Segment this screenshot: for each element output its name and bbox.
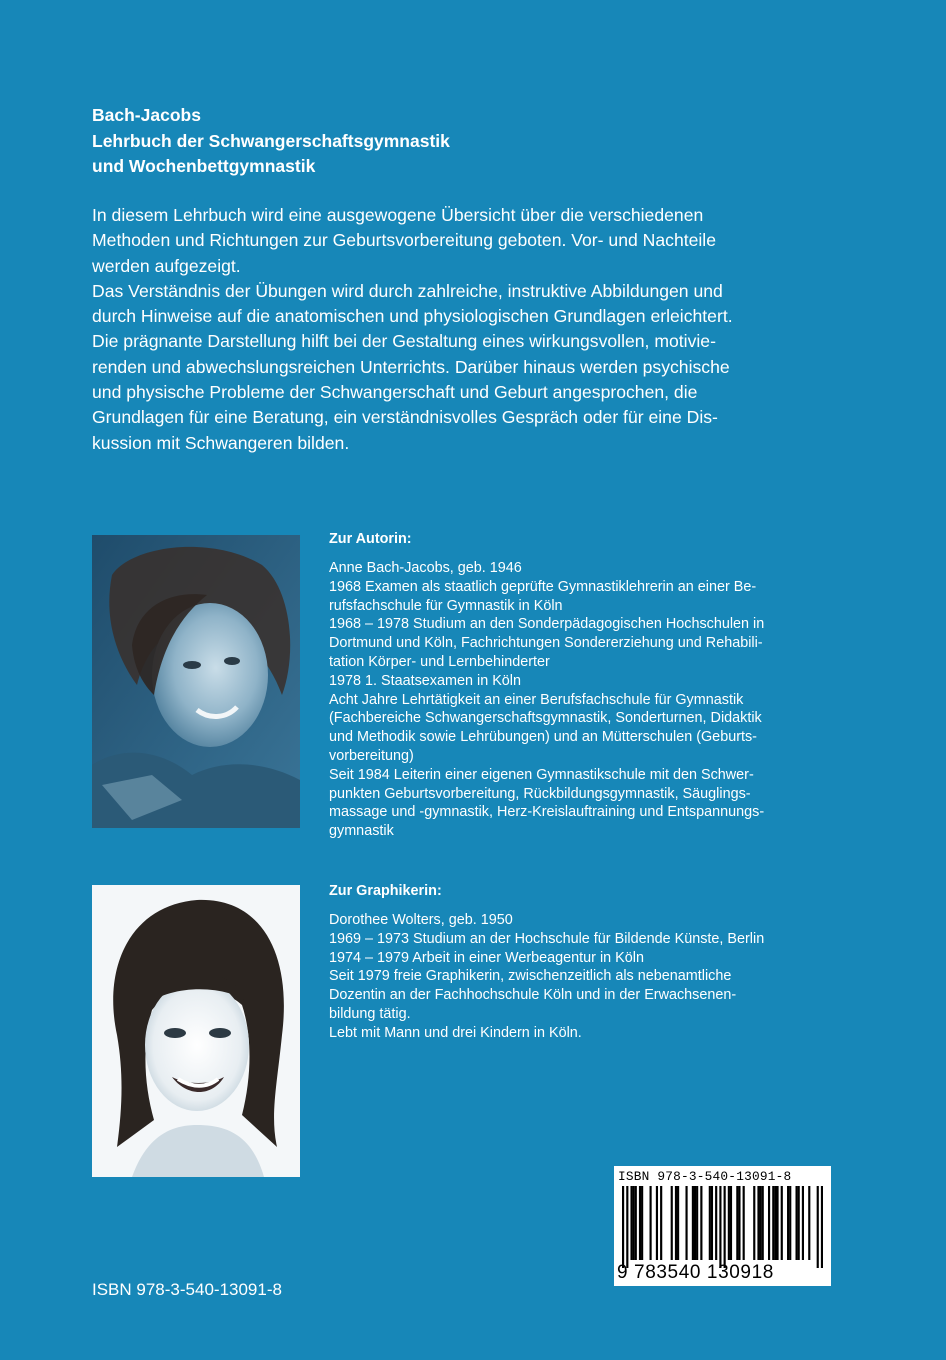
graphic-artist-bio-heading: Zur Graphikerin: [329,883,442,899]
barcode-bar [738,1186,740,1260]
barcode-bar [630,1186,632,1260]
barcode-bar [650,1186,652,1260]
author-photo [92,535,300,828]
description-line: renden und abwechslungsreichen Unterrichts. Darüber hinaus werden psychische [92,356,730,377]
author-bio-line: tation Körper- und Lernbehinderter [329,653,550,670]
author-bio-line: massage und -gymnastik, Herz-Kreislauftraining und Entspannungs- [329,804,765,821]
barcode-isbn-label: ISBN 978-3-540-13091-8 [618,1169,792,1184]
graphic-artist-portrait-graphic [92,885,300,1177]
barcode-bar [622,1186,624,1268]
barcode-bar [753,1186,755,1260]
author-bio-line: Anne Bach-Jacobs, geb. 1946 [329,560,522,576]
barcode-bar [641,1186,643,1260]
barcode-bar [743,1186,745,1260]
graphic-artist-bio-line: bildung tätig. [329,1005,411,1022]
barcode-bar [692,1186,694,1260]
isbn-footer: ISBN 978-3-540-13091-8 [92,1280,282,1299]
barcode-bar [700,1186,702,1260]
barcode-bar [671,1186,673,1260]
author-bio-line: 1968 Examen als staatlich geprüfte Gymnastiklehrerin an einer Be- [329,578,757,595]
barcode-bar [635,1186,637,1260]
description-line: Grundlagen für eine Beratung, ein verständnisvolles Gespräch oder für eine Dis- [92,407,718,428]
author-bio-line: punkten Geburtsvorbereitung, Rückbildungsgymnastik, Säuglings- [329,785,751,802]
barcode-bar [715,1186,717,1260]
book-title-line-1: Lehrbuch der Schwangerschaftsgymnastik [92,130,450,151]
barcode-bar [677,1186,679,1260]
barcode-bar [774,1186,776,1260]
barcode-bar [709,1186,711,1260]
barcode-bar [633,1186,635,1260]
graphic-artist-bio-line: Lebt mit Mann und drei Kindern in Köln. [329,1024,582,1041]
book-title-line-2: und Wochenbettgymnastik [92,156,316,176]
graphic-artist-bio-line: 1974 – 1979 Arbeit in einer Werbeagentur in Köln [329,949,644,966]
barcode-bar [675,1186,677,1260]
barcode-bar [762,1186,764,1260]
book-title-block [92,103,872,180]
barcode-bar [660,1186,662,1260]
barcode-bar [798,1186,800,1260]
author-bio-line: und Methodik sowie Lehrübungen) und an Mütterschulen (Geburts- [329,729,757,746]
barcode-bar [776,1186,778,1260]
barcode-bar [787,1186,789,1260]
barcode-bar [626,1186,628,1268]
barcode-bar [795,1186,797,1260]
barcode-bar [711,1186,713,1260]
barcode-bar [817,1186,819,1268]
barcode-bar [772,1186,774,1260]
barcode-bar [639,1186,641,1260]
description-line: In diesem Lehrbuch wird eine ausgewogene Übersicht über die verschiedenen [92,205,704,225]
description-line: werden aufgezeigt. [92,255,241,276]
author-bio-line: vorbereitung) [329,747,414,764]
barcode-bar [685,1186,687,1260]
author-bio [329,529,849,841]
barcode-bar [760,1186,762,1260]
description-line: kussion mit Schwangeren bilden. [92,432,350,453]
barcode-bar [808,1186,810,1260]
barcode-bar [730,1186,732,1260]
author-name-title: Bach-Jacobs [92,105,201,125]
author-bio-line: Acht Jahre Lehrtätigkeit an einer Berufsfachschule für Gymnastik [329,691,744,708]
graphic-artist-bio-line: 1969 – 1973 Studium an der Hochschule für Bildende Künste, Berlin [329,930,765,947]
graphic-artist-bio-line: Dorothee Wolters, geb. 1950 [329,912,513,928]
barcode-bar [719,1186,721,1268]
author-bio-line: 1968 – 1978 Studium an den Sonderpädagogischen Hochschulen in [329,616,765,633]
author-bio-line: Seit 1984 Leiterin einer eigenen Gymnastikschule mit den Schwer- [329,766,754,783]
barcode-bar [757,1186,759,1260]
barcode-bar [802,1186,804,1260]
author-bio-line: rufsfachschule für Gymnastik in Köln [329,597,563,614]
description-line: Die prägnante Darstellung hilft bei der Gestaltung eines wirkungsvollen, motivie- [92,331,716,352]
author-bio-line: Dortmund und Köln, Fachrichtungen Sondererziehung und Rehabili- [329,635,763,652]
barcode-bar [694,1186,696,1260]
isbn-barcode [614,1166,831,1286]
description-line: durch Hinweise auf die anatomischen und physiologischen Grundlagen erleichtert. [92,306,733,327]
barcode-bar [736,1186,738,1260]
book-description [92,203,852,456]
barcode-bar [656,1186,658,1260]
barcode-bar [821,1186,823,1268]
description-line: Das Verständnis der Übungen wird durch zahlreiche, instruktive Abbildungen und [92,280,723,301]
barcode-bar [781,1186,783,1260]
graphic-artist-bio [329,881,849,1043]
graphic-artist-photo [92,885,300,1177]
graphic-artist-bio-line: Seit 1979 freie Graphikerin, zwischenzeitlich als nebenamtliche [329,968,732,985]
author-bio-line: 1978 1. Staatsexamen in Köln [329,672,522,689]
graphic-artist-bio-line: Dozentin an der Fachhochschule Köln und in der Erwachsenen- [329,987,737,1004]
author-bio-heading: Zur Autorin: [329,531,412,547]
barcode-digits: 9 783540 130918 [617,1262,774,1283]
barcode-bars [622,1186,823,1268]
description-line: Methoden und Richtungen zur Geburtsvorbereitung geboten. Vor- und Nachteile [92,230,717,251]
description-line: und physische Probleme der Schwangerschaft und Geburt angesprochen, die [92,382,698,403]
author-bio-line: (Fachbereiche Schwangerschaftsgymnastik, Sonderturnen, Didaktik [329,710,762,727]
author-portrait-graphic [92,535,300,828]
author-bio-line: gymnastik [329,823,394,840]
barcode-bar [724,1186,726,1268]
barcode-bar [789,1186,791,1260]
barcode-bar [696,1186,698,1260]
barcode-bar [728,1186,730,1260]
barcode-bar [768,1186,770,1260]
